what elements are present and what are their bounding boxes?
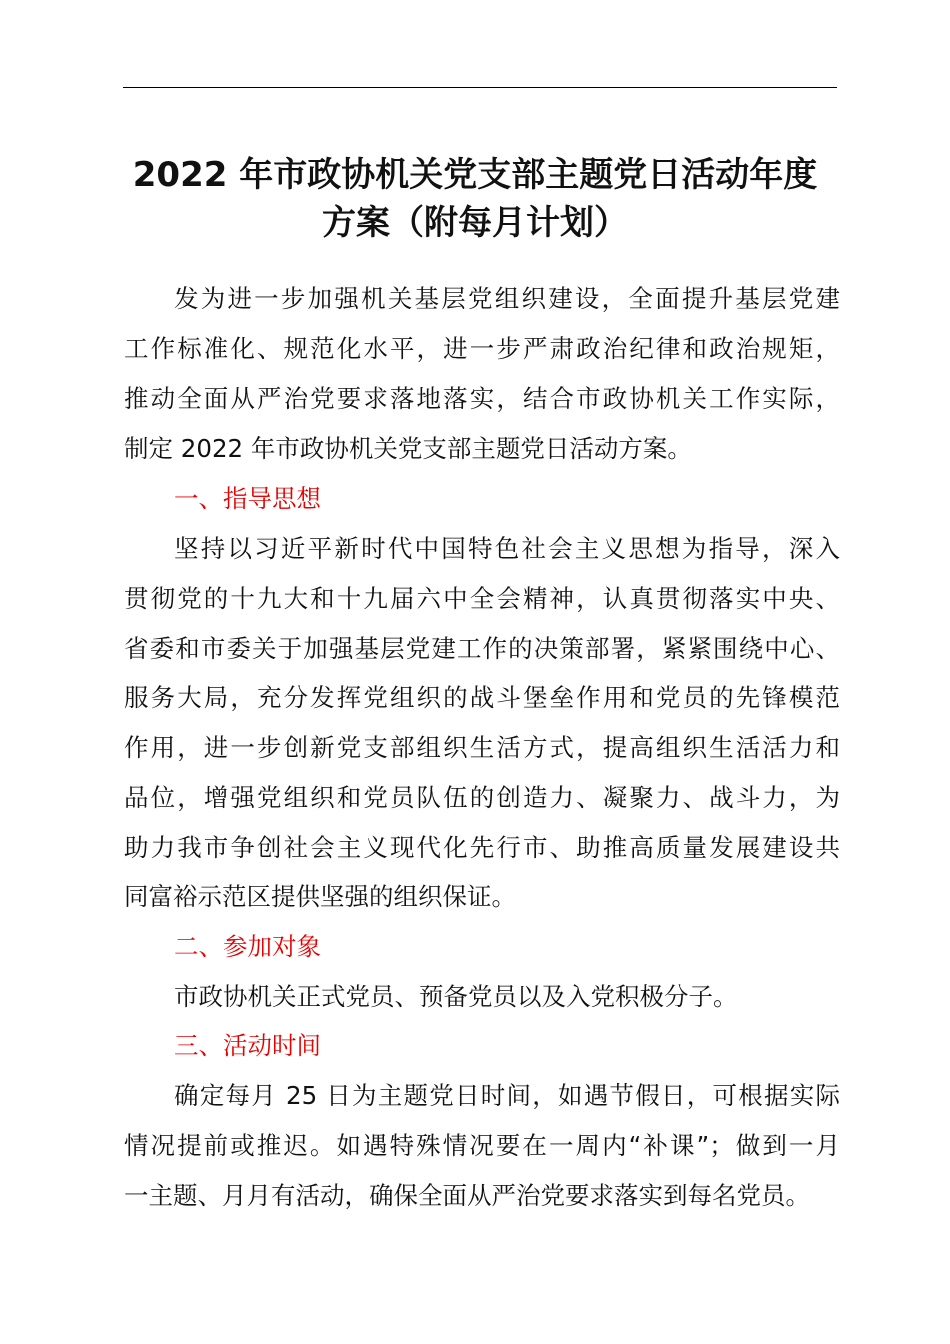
section-heading: 三、活动时间 <box>174 1031 321 1060</box>
paragraph-line: 市政协机关正式党员、预备党员以及入党积极分子。 <box>174 982 738 1011</box>
paragraph-line: 推动全面从严治党要求落地落实，结合市政协机关工作实际， <box>124 384 840 413</box>
paragraph-line: 助力我市争创社会主义现代化先行市、助推高质量发展建设共 <box>124 833 840 862</box>
paragraph-line: 服务大局，充分发挥党组织的战斗堡垒作用和党员的先锋模范 <box>124 683 840 712</box>
paragraph-line: 贯彻党的十九大和十九届六中全会精神，认真贯彻落实中央、 <box>124 584 840 613</box>
paragraph-line: 作用，进一步创新党支部组织生活方式，提高组织生活活力和 <box>124 733 840 762</box>
paragraph-line: 品位，增强党组织和党员队伍的创造力、凝聚力、战斗力，为 <box>124 783 840 812</box>
paragraph-line: 省委和市委关于加强基层党建工作的决策部署，紧紧围绕中心、 <box>124 634 840 663</box>
paragraph-line: 情况提前或推迟。如遇特殊情况要在一周内“补课”；做到一月 <box>124 1131 840 1160</box>
paragraph-line: 工作标准化、规范化水平，进一步严肃政治纪律和政治规矩， <box>124 334 840 363</box>
header-rule <box>123 87 837 88</box>
paragraph-line: 同富裕示范区提供坚强的组织保证。 <box>124 882 516 911</box>
paragraph-line: 坚持以习近平新时代中国特色社会主义思想为指导，深入 <box>174 534 840 563</box>
paragraph-line: 制定 2022 年市政协机关党支部主题党日活动方案。 <box>124 434 692 463</box>
paragraph-line: 一主题、月月有活动，确保全面从严治党要求落实到每名党员。 <box>124 1181 810 1210</box>
section-heading: 一、指导思想 <box>174 484 321 513</box>
paragraph-line: 发为进一步加强机关基层党组织建设，全面提升基层党建 <box>174 284 840 313</box>
paragraph-line: 确定每月 25 日为主题党日时间，如遇节假日，可根据实际 <box>174 1081 840 1110</box>
document-title-line: 2022 年市政协机关党支部主题党日活动年度 <box>132 155 818 195</box>
document-title-line: 方案（附每月计划） <box>322 203 628 243</box>
section-heading: 二、参加对象 <box>174 932 321 961</box>
